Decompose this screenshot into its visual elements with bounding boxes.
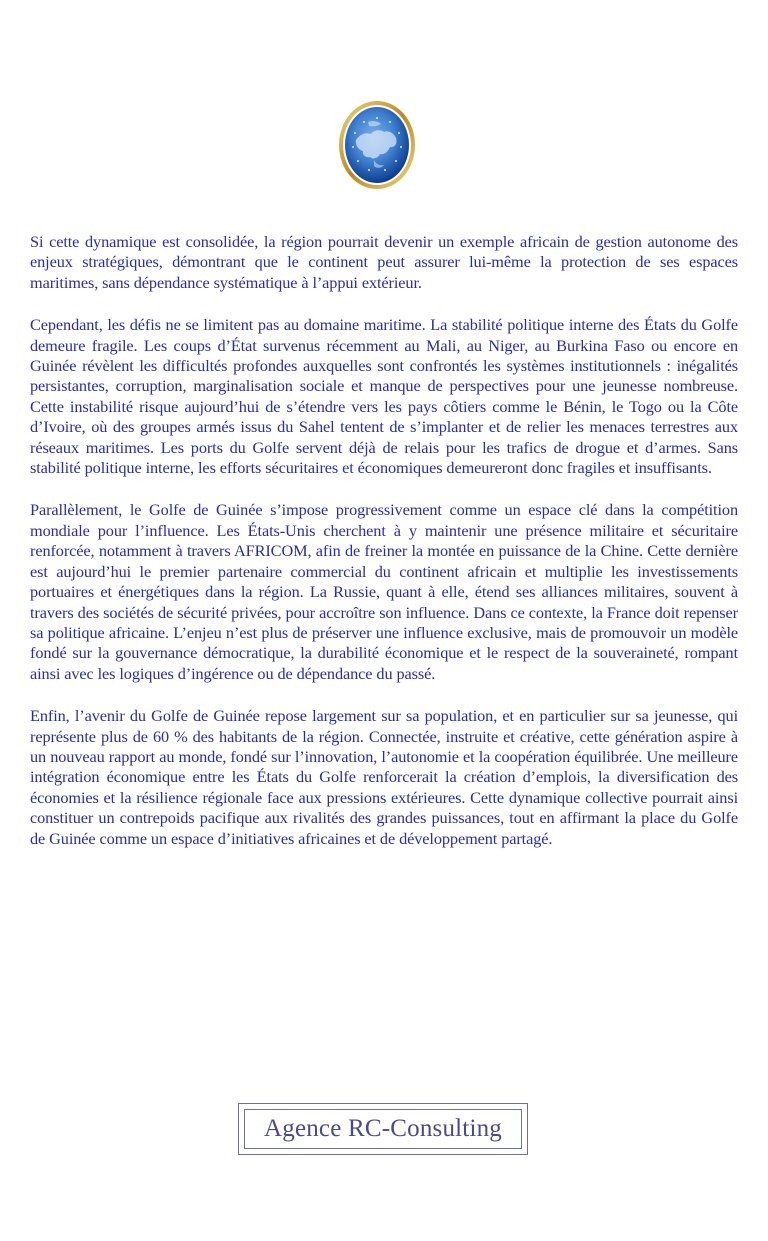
agency-name: Agence RC-Consulting [263, 1115, 502, 1142]
paragraph-3: Parallèlement, le Golfe de Guinée s’impose progressivement comme un espace clé dans la compétition mondiale pour l’influence. Les États-Unis cherchent à y maintenir une présence militaire et sécuritaire renforcée, notamment à travers AFRICOM, afin de freiner la montée en puissance de la Chine. Cette dernière est aujourd’hui le premier partenaire commercial du continent africain et multiplie les investissements portuaires et énergétiques dans la région. La Russie, quant à elle, étend ses alliances militaires, souvent à travers des sociétés de sécurité privées, pour accroître son influence. Dans ce contexte, la France doit repenser sa politique africaine. L’enjeu n’est plus de préserver une influence exclusive, mais de promouvoir un modèle fondé sur la gouvernance démocratique, la durabilité économique et le respect de la souveraineté, rompant ainsi avec les logiques d’ingérence ou de dépendance du passé. [30, 500, 738, 683]
footer-signature-box [238, 1103, 528, 1155]
paragraph-2: Cependant, les défis ne se limitent pas au domaine maritime. La stabilité politique interne des États du Golfe demeure fragile. Les coups d’État survenus récemment au Mali, au Niger, au Burkina Faso ou encore en Guinée révèlent les difficultés profondes auxquelles sont confrontés les systèmes institutionnels : inégalités persistantes, corruption, marginalisation sociale et manque de perspectives pour une jeunesse nombreuse. Cette instabilité risque aujourd’hui de s’étendre vers les pays côtiers comme le Bénin, le Togo ou la Côte d’Ivoire, où des groupes armés issus du Sahel tentent de s’implanter et de relier les menaces terrestres aux réseaux maritimes. Les ports du Golfe servent déjà de relais pour les trafics de drogue et d’armes. Sans stabilité politique interne, les efforts sécuritaires et économiques demeureront donc fragiles et insuffisants. [30, 315, 738, 478]
paragraph-1: Si cette dynamique est consolidée, la région pourrait devenir un exemple africain de gestion autonome des enjeux stratégiques, démontrant que le continent peut assurer lui-même la protection de ses espaces maritimes, sans dépendance systématique à l’appui extérieur. [30, 232, 738, 292]
paragraph-4: Enfin, l’avenir du Golfe de Guinée repose largement sur sa population, et en particulier sur sa jeunesse, qui représente plus de 60 % des habitants de la région. Connectée, instruite et créative, cette génération aspire à un nouveau rapport au monde, fondé sur l’innovation, l’autonomie et la coopération équilibrée. Une meilleure intégration économique entre les États du Golfe renforcerait la création d’emplois, la diversification des économies et la résilience régionale face aux pressions extérieures. Cette dynamique collective pourrait ainsi constituer un contrepoids pacifique aux rivalités des grandes puissances, tout en affirmant la place du Golfe de Guinée comme un espace d’initiatives africaines et de développement partagé. [30, 706, 738, 848]
europe-globe-emblem-icon [338, 100, 416, 190]
article-body [30, 232, 738, 871]
footer-signature-inner [244, 1109, 522, 1149]
